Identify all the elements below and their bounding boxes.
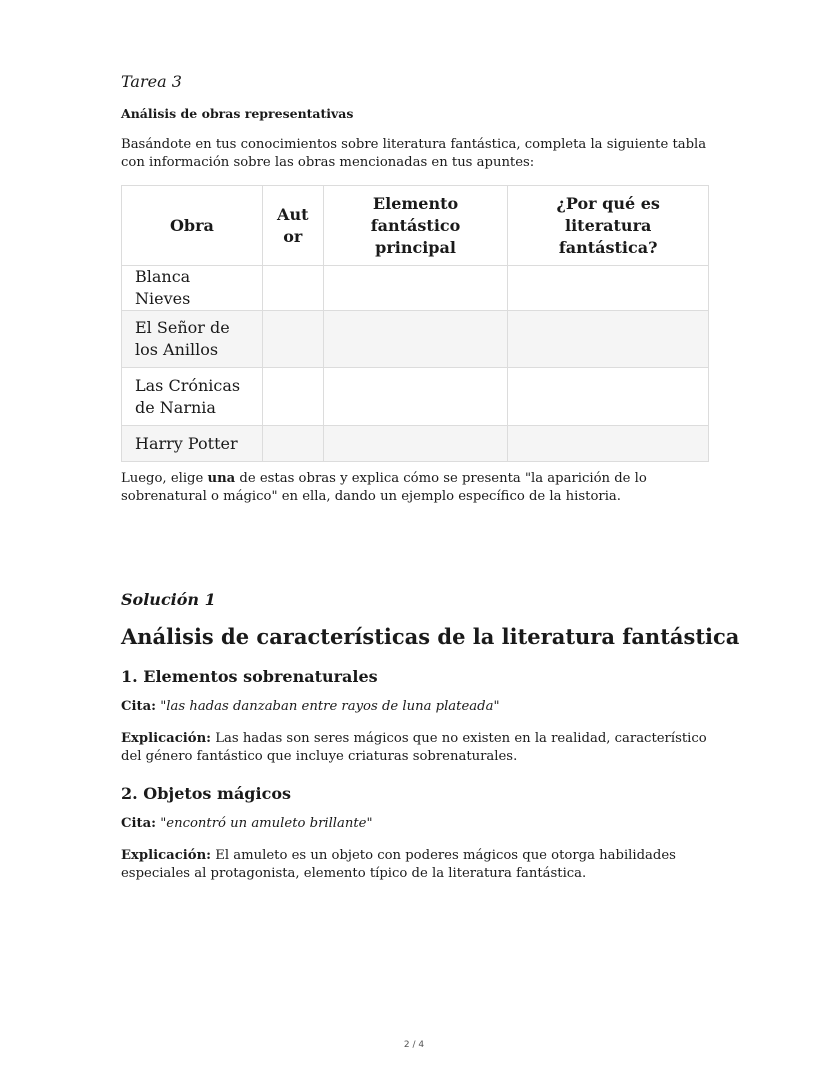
explanation-paragraph [121,730,709,766]
task-subtitle: Análisis de obras representativas [121,106,354,121]
cell-autor [262,368,323,426]
header-obra: Obra [122,186,263,266]
table-row [122,311,709,368]
cell-autor [262,426,323,462]
cell-obra: Harry Potter [122,426,263,462]
explanation-label: Explicación: [121,731,212,746]
explanation-text: Las hadas son seres mágicos que no existen en la realidad, característico del género fantástico que incluye criaturas sobrenaturales. [121,731,707,764]
cell-elemento [323,266,508,311]
cita-paragraph [121,698,709,716]
cita-text: "encontró un amuleto brillante" [160,816,373,831]
header-autor: Aut or [262,186,323,266]
header-por-que: ¿Por qué es literatura fantástica? [508,186,709,266]
solution-heading: Análisis de características de la literatura fantástica [121,624,740,649]
instruction-bold: una [207,471,236,486]
table-header-row [122,186,709,266]
cell-autor [262,266,323,311]
table-row [122,266,709,311]
cita-paragraph [121,815,709,833]
task-title: Tarea 3 [121,72,182,91]
instruction-pre: Luego, elige [121,471,208,486]
cell-obra: El Señor de los Anillos [122,311,263,368]
cell-por-que [508,426,709,462]
cita-label: Cita: [121,699,157,714]
solution-title: Solución 1 [121,590,216,609]
section-heading: 1. Elementos sobrenaturales [121,667,378,686]
cell-elemento [323,311,508,368]
cell-obra: Blanca Nieves [122,266,263,311]
explanation-paragraph [121,847,709,883]
task-intro: Basándote en tus conocimientos sobre literatura fantástica, completa la siguiente tabla con información sobre las obras mencionadas en tus apuntes: [121,137,707,170]
cell-obra: Las Crónicas de Narnia [122,368,263,426]
cell-elemento [323,368,508,426]
cell-por-que [508,266,709,311]
cell-por-que [508,368,709,426]
task-instruction [121,470,709,506]
section-heading: 2. Objetos mágicos [121,784,291,803]
cell-autor [262,311,323,368]
cell-por-que [508,311,709,368]
cell-elemento [323,426,508,462]
explanation-text: El amuleto es un objeto con poderes mágicos que otorga habilidades especiales al protagonista, elemento típico de la literatura fantástica. [121,848,676,881]
page-number: 2 / 4 [403,1040,425,1050]
table-row [122,426,709,462]
explanation-label: Explicación: [121,848,212,863]
table-row [122,368,709,426]
instruction-post: de estas obras y explica cómo se presenta "la aparición de lo sobrenatural o mágico" en ella, dando un ejemplo específico de la historia. [121,471,647,504]
works-table [121,185,709,462]
header-elemento: Elemento fantástico principal [323,186,508,266]
cita-label: Cita: [121,816,157,831]
cita-text: "las hadas danzaban entre rayos de luna plateada" [160,699,500,714]
